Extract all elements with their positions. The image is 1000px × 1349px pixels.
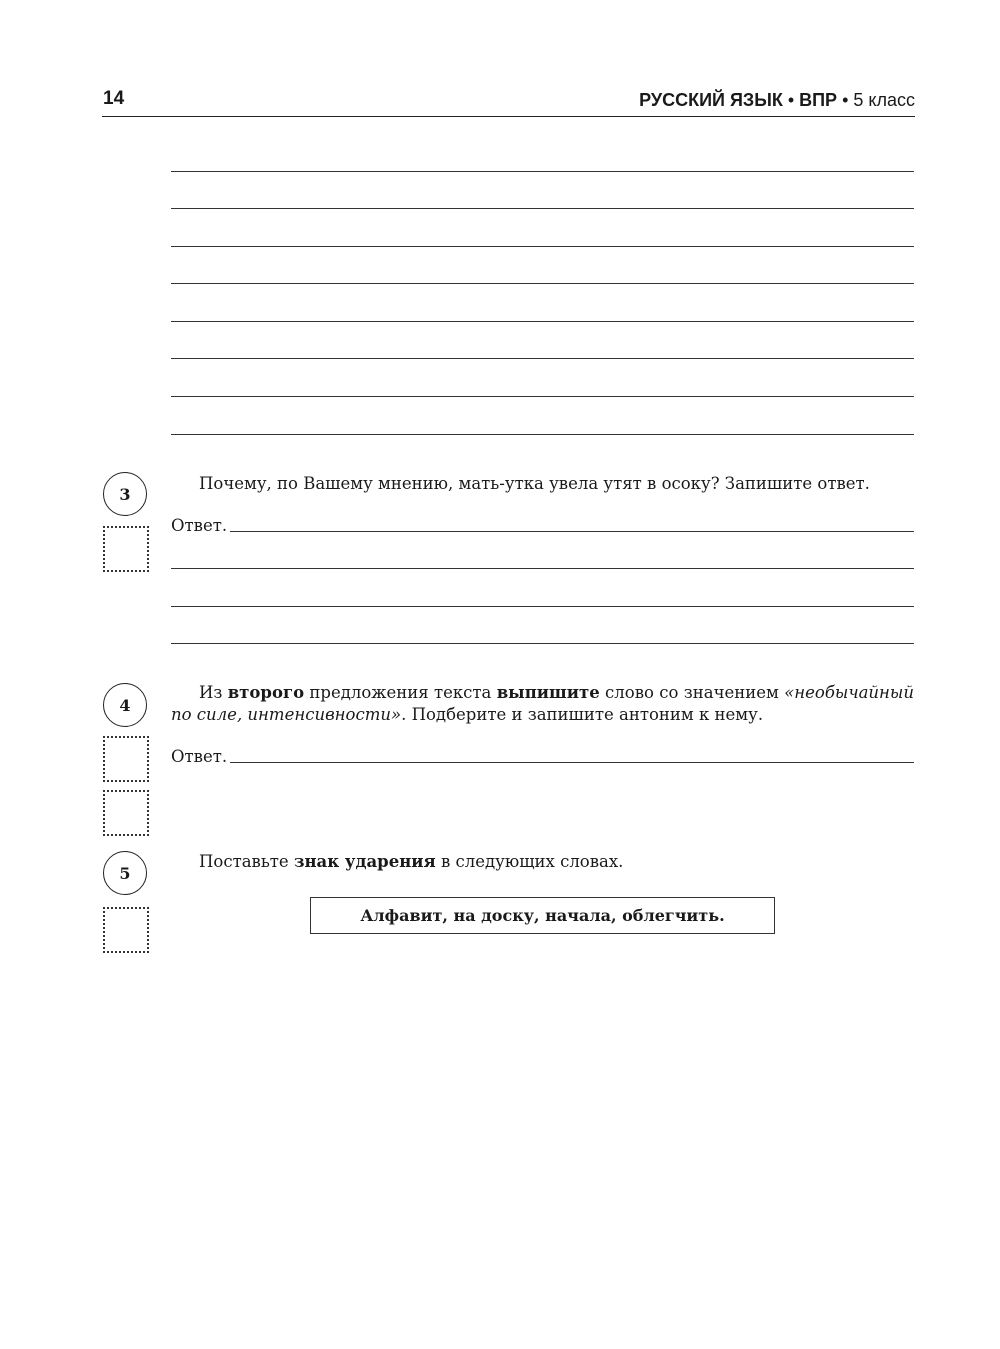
task-4-emphasis: выпишите [496, 683, 600, 702]
task-4-question [171, 682, 914, 726]
task-3-score-box[interactable] [103, 526, 149, 572]
header-rule [102, 116, 915, 117]
writing-line[interactable] [171, 568, 914, 569]
writing-line[interactable] [171, 208, 914, 209]
task-4-emphasis: второго [227, 683, 305, 702]
writing-line[interactable] [171, 358, 914, 359]
task-4-answer-line[interactable] [230, 762, 914, 763]
task-5-number: 5 [103, 851, 147, 895]
exam-title: ВПР [799, 90, 838, 110]
writing-line[interactable] [171, 606, 914, 607]
separator: • [837, 90, 854, 110]
running-head [639, 90, 915, 111]
task-5-text: в следующих словах. [435, 852, 624, 871]
subject-title: РУССКИЙ ЯЗЫК [639, 90, 783, 110]
page-number: 14 [103, 88, 125, 109]
writing-line[interactable] [171, 321, 914, 322]
task-5-emphasis: знак ударения [293, 852, 436, 871]
task-5-word-list: Алфавит, на доску, начала, облегчить. [310, 897, 775, 934]
task-3-answer-label: Ответ. [171, 516, 228, 535]
task-4-score-box-2[interactable] [103, 790, 149, 836]
writing-line[interactable] [171, 434, 914, 435]
task-4-number: 4 [103, 683, 147, 727]
task-5-text: Поставьте [199, 852, 294, 871]
task-4-text: . Подберите и запишите антоним к нему. [401, 705, 764, 724]
task-4-score-box-1[interactable] [103, 736, 149, 782]
task-5-score-box[interactable] [103, 907, 149, 953]
writing-line[interactable] [171, 396, 914, 397]
writing-line[interactable] [171, 283, 914, 284]
task-3-question: Почему, по Вашему мнению, мать-утка увела утят в осоку? Запишите ответ. [199, 474, 870, 493]
task-4-definition: «необычайный по силе, интенсивности» [171, 683, 914, 724]
writing-line[interactable] [171, 171, 914, 172]
writing-line[interactable] [171, 246, 914, 247]
task-4-text: слово со значением [599, 683, 785, 702]
task-4-text: предложения текста [304, 683, 497, 702]
grade-label: 5 класс [853, 90, 915, 110]
task-4-answer-label: Ответ. [171, 747, 228, 766]
task-3-number: 3 [103, 472, 147, 516]
separator: • [782, 90, 800, 110]
task-3-answer-line[interactable] [230, 531, 914, 532]
task-5-question [171, 851, 914, 873]
task-4-text: Из [199, 683, 228, 702]
writing-line[interactable] [171, 643, 914, 644]
